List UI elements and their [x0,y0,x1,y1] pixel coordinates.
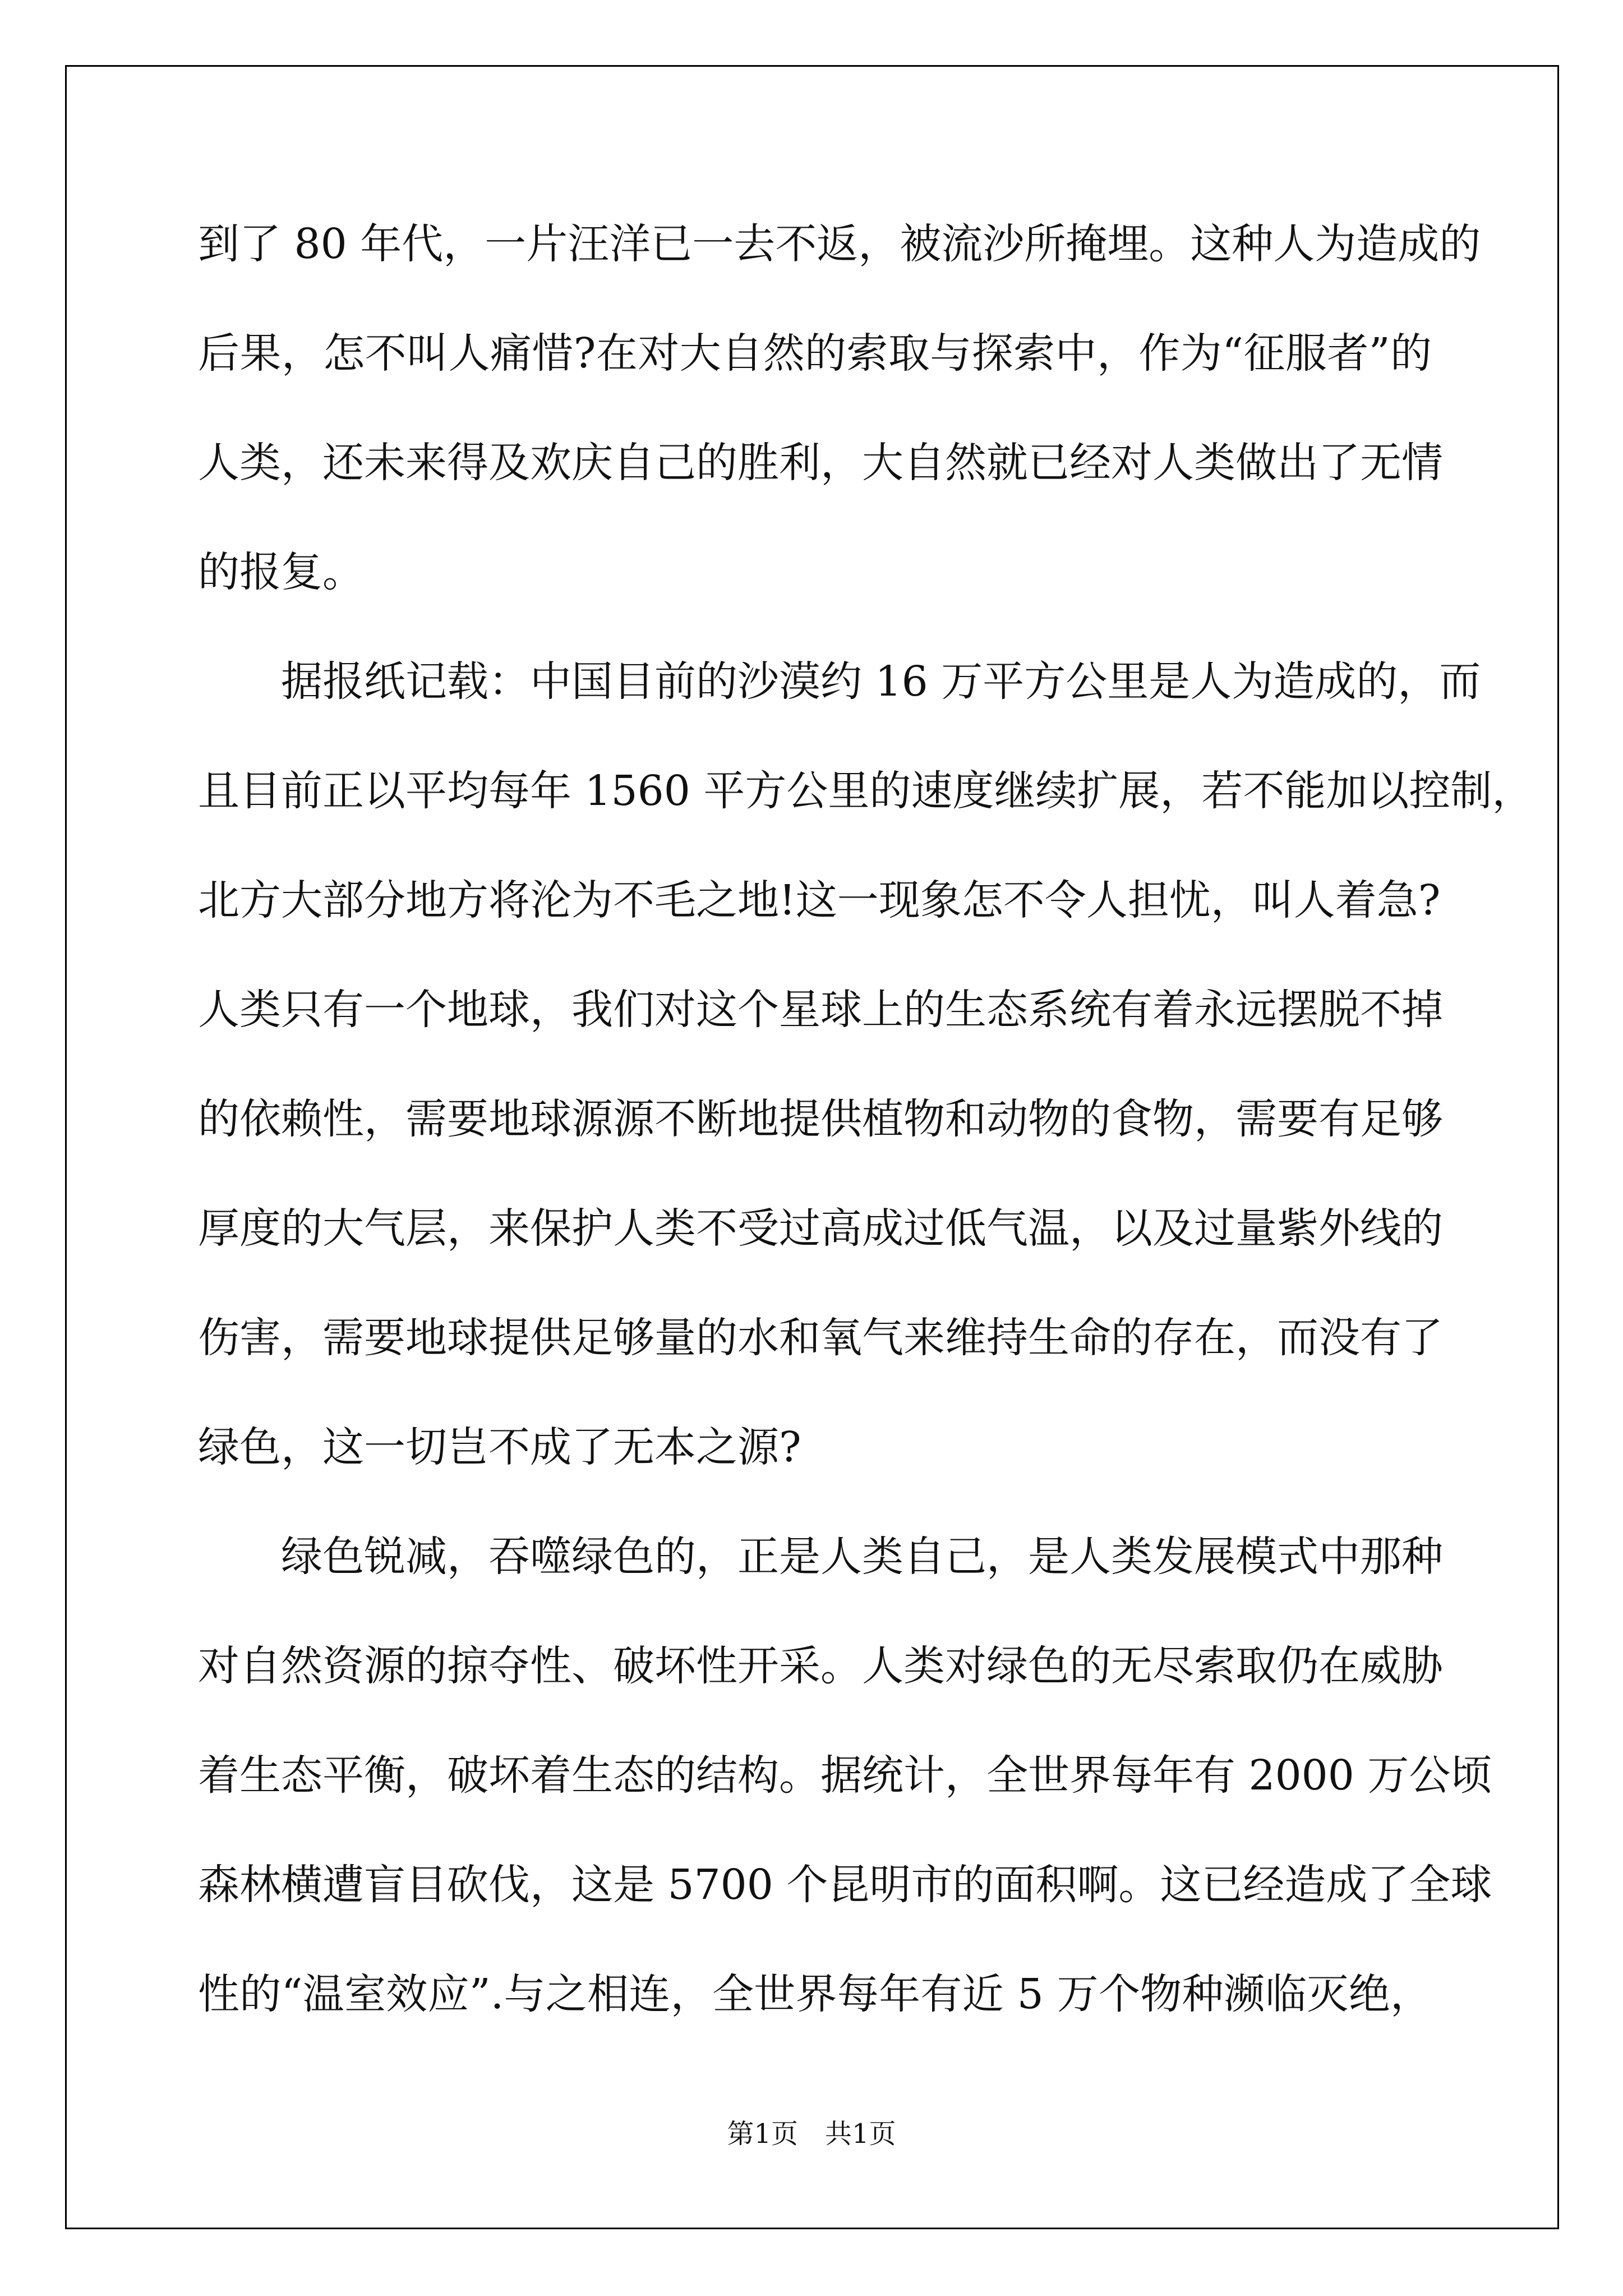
text-line: 人类，还未来得及欢庆自己的胜利，大自然就已经对人类做出了无情 [198,439,1443,487]
text-line: 着生态平衡，破坏着生态的结构。据统计，全世界每年有 2000 万公顷 [198,1751,1492,1800]
text-line: 的依赖性，需要地球源源不断地提供植物和动物的食物，需要有足够 [198,1095,1443,1143]
text-line: 后果，怎不叫人痛惜?在对大自然的索取与探索中，作为“征服者”的 [198,329,1432,378]
text-line: 绿色锐减，吞噬绿色的，正是人类自己，是人类发展模式中那种 [198,1533,1443,1581]
text-line: 且目前正以平均每年 1560 平方公里的速度继续扩展，若不能加以控制， [198,767,1534,815]
text-line: 性的“温室效应”.与之相连，全世界每年有近 5 万个物种濒临灭绝， [198,1970,1432,2018]
text-line: 人类只有一个地球，我们对这个星球上的生态系统有着永远摆脱不掉 [198,986,1443,1034]
text-line: 到了 80 年代，一片汪洋已一去不返，被流沙所掩埋。这种人为造成的 [198,220,1481,268]
text-line: 北方大部分地方将沦为不毛之地!这一现象怎不令人担忧，叫人着急? [198,876,1441,924]
text-line: 绿色，这一切岂不成了无本之源? [198,1423,801,1471]
text-line: 伤害，需要地球提供足够量的水和氧气来维持生命的存在，而没有了 [198,1314,1443,1362]
text-line: 的报复。 [198,548,364,596]
text-line: 对自然资源的掠夺性、破坏性开采。人类对绿色的无尽索取仍在威胁 [198,1642,1443,1690]
text-line: 厚度的大气层，来保护人类不受过高成过低气温，以及过量紫外线的 [198,1204,1443,1253]
page-number-footer: 第1页 共1页 [727,2118,896,2150]
text-line: 森林横遭盲目砍伐，这是 5700 个昆明市的面积啊。这已经造成了全球 [198,1861,1492,1909]
text-line: 据报纸记载：中国目前的沙漠约 16 万平方公里是人为造成的，而 [198,657,1481,706]
